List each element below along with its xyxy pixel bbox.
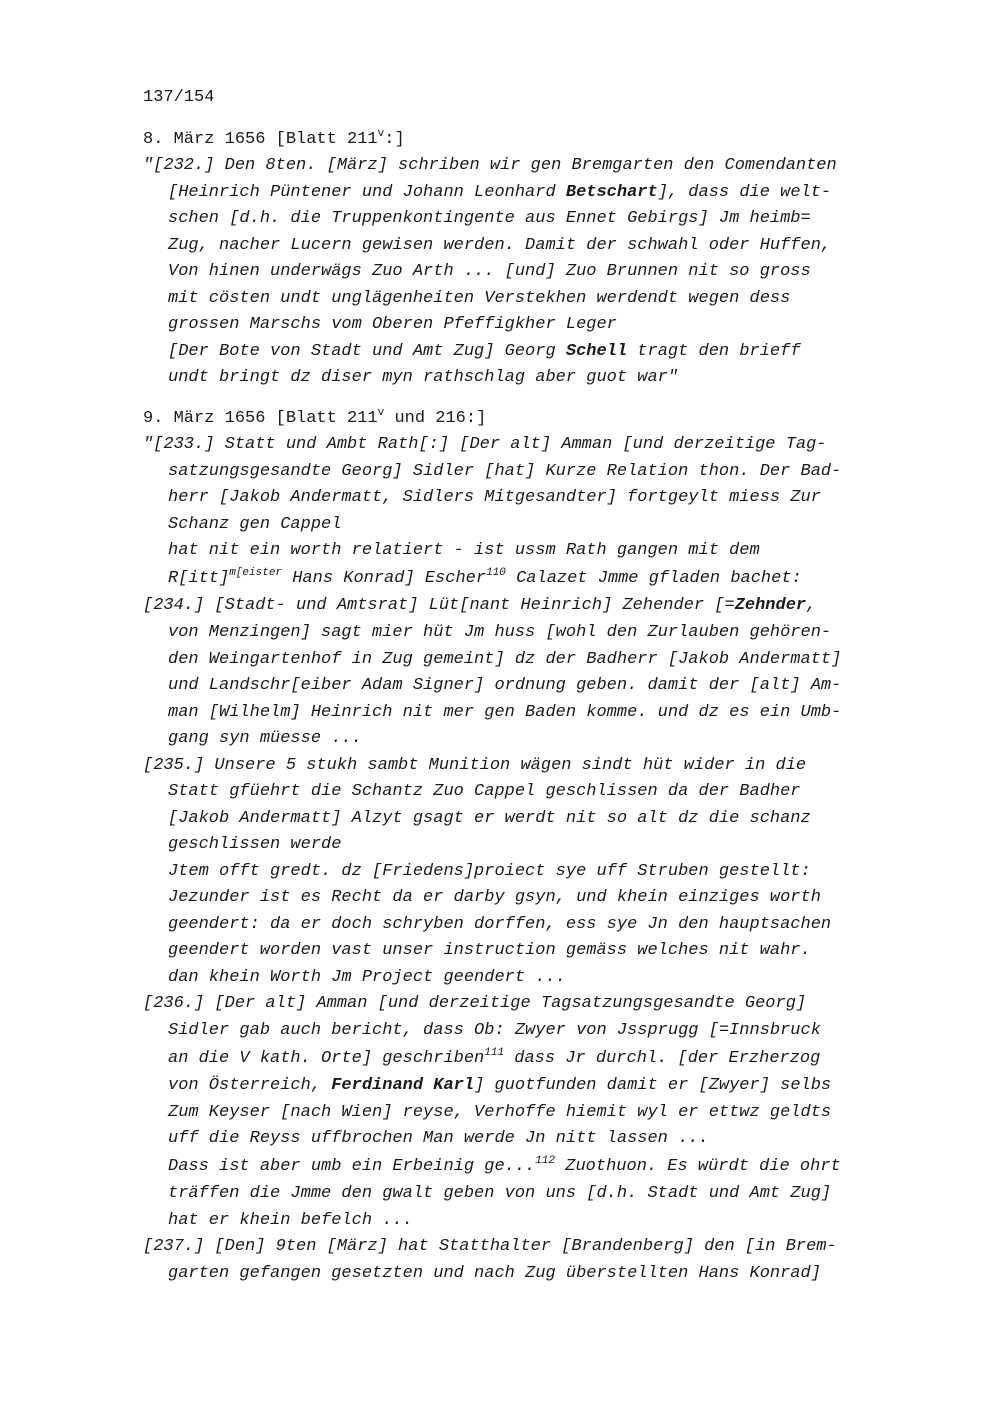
entry-heading: 9. März 1656 [Blatt 211$^v$ und 216:] — [143, 407, 487, 428]
text-line: geendert worden vast unser instruction gemäss welches nit wahr. — [168, 941, 811, 960]
text-line: Sidler gab auch bericht, dass Ob: Zwyer von Jssprugg [=Innsbruck — [168, 1021, 821, 1040]
text-line: Zum Keyser [nach Wien] reyse, Verhoffe hiemit wyl er ettwz geldts — [168, 1103, 832, 1122]
footnote-ref: 110 — [486, 567, 506, 579]
text-line: grossen Marschs vom Oberen Pfeffigkher Leger — [168, 315, 617, 334]
text-line: [234.] [Stadt- und Amtsrat] Lüt[nant Heinrich] Zehender [=Zehnder, — [143, 596, 817, 615]
text-line: undt bringt dz diser myn rathschlag aber guot war" — [168, 368, 679, 387]
page-number: 137/154 — [143, 88, 215, 107]
text-line: von Menzingen] sagt mier hüt Jm huss [wohl den Zurlauben gehören- — [168, 623, 832, 642]
text-line: von Österreich, Ferdinand Karl] guotfunden damit er [Zwyer] selbs — [168, 1076, 832, 1095]
text-line: gang syn müesse ... — [168, 729, 362, 748]
text-line: [Der Bote von Stadt und Amt Zug] Georg Schell tragt den brieff — [168, 342, 801, 361]
text-line: uff die Reyss uffbrochen Man werde Jn nitt lassen ... — [168, 1129, 709, 1148]
footnote-ref: 112 — [535, 1155, 556, 1167]
person-name: Ferdinand Karl — [331, 1076, 475, 1095]
text-line: satzungsgesandte Georg] Sidler [hat] Kurze Relation thon. Der Bad- — [168, 462, 842, 481]
text-line: garten gefangen gesetzten und nach Zug überstellten Hans Konrad] — [168, 1264, 821, 1283]
text-line: Von hinen underwägs Zuo Arth ... [und] Zuo Brunnen nit so gross — [168, 262, 811, 281]
text-line: man [Wilhelm] Heinrich nit mer gen Baden komme. und dz es ein Umb- — [168, 703, 842, 722]
text-line: dan khein Worth Jm Project geendert ... — [168, 968, 566, 987]
text-line: mit cösten undt unglägenheiten Verstekhen werdendt wegen dess — [168, 289, 791, 308]
text-line: [237.] [Den] 9ten [März] hat Statthalter [Brandenberg] den [in Brem- — [143, 1237, 837, 1256]
text-line: geendert: da er doch schryben dorffen, ess sye Jn den hauptsachen — [168, 915, 832, 934]
text-line: geschlissen werde — [168, 835, 342, 854]
text-line: hat er khein befelch ... — [168, 1211, 413, 1230]
text-line: träffen die Jmme den gwalt geben von uns [d.h. Stadt und Amt Zug] — [168, 1184, 832, 1203]
text-line: schen [d.h. die Truppenkontingente aus Ennet Gebirgs] Jm heimb= — [168, 209, 811, 228]
text-line: Zug, nacher Lucern gewisen werden. Damit der schwahl oder Huffen, — [168, 236, 832, 255]
person-name: Schell — [565, 342, 628, 361]
text-line: und Landschr[eiber Adam Signer] ordnung geben. damit der [alt] Am- — [168, 676, 842, 695]
text-line: den Weingartenhof in Zug gemeint] dz der Badherr [Jakob Andermatt] — [168, 650, 842, 669]
person-name: Betschart — [565, 183, 658, 202]
person-name: Zehnder — [734, 596, 807, 615]
text-line: [235.] Unsere 5 stukh sambt Munition wägen sindt hüt wider in die — [143, 756, 807, 775]
text-line: Dass ist aber umb ein Erbeinig ge...$^{112}$ Zuothuon. Es würdt die ohrt — [168, 1155, 841, 1176]
entry-heading: 8. März 1656 [Blatt 211$^v$:] — [143, 128, 405, 149]
text-line: Schanz gen Cappel — [168, 515, 342, 534]
text-line: [236.] [Der alt] Amman [und derzeitige Tagsatzungsgesandte Georg] — [143, 994, 807, 1013]
text-line: Statt gfüehrt die Schantz Zuo Cappel geschlissen da der Badher — [168, 782, 801, 801]
text-line: [Jakob Andermatt] Alzyt gsagt er werdt nit so alt dz die schanz — [168, 809, 811, 828]
text-line: Jezunder ist es Recht da er darby gsyn, und khein einziges worth — [168, 888, 821, 907]
footnote-ref: 111 — [484, 1047, 505, 1059]
text-line: an die V kath. Orte] geschriben$^{111}$ dass Jr durchl. [der Erzherzog — [168, 1047, 821, 1068]
text-line: R[itt]$^{m[eister}$ Hans Konrad] Escher$^{110}$ Calazet Jmme gfladen bachet: — [168, 567, 802, 588]
text-line: hat nit ein worth relatiert - ist ussm Rath gangen mit dem — [168, 541, 760, 560]
text-line: "[233.] Statt und Ambt Rath[:] [Der alt] Amman [und derzeitige Tag- — [143, 435, 827, 454]
text-line: "[232.] Den 8ten. [März] schriben wir gen Bremgarten den Comendanten — [143, 156, 837, 175]
text-line: [Heinrich Püntener und Johann Leonhard Betschart], dass die welt- — [168, 183, 832, 202]
text-line: Jtem offt gredt. dz [Friedens]proiect sye uff Struben gestellt: — [168, 862, 811, 881]
text-line: herr [Jakob Andermatt, Sidlers Mitgesandter] fortgeylt miess Zur — [168, 488, 821, 507]
